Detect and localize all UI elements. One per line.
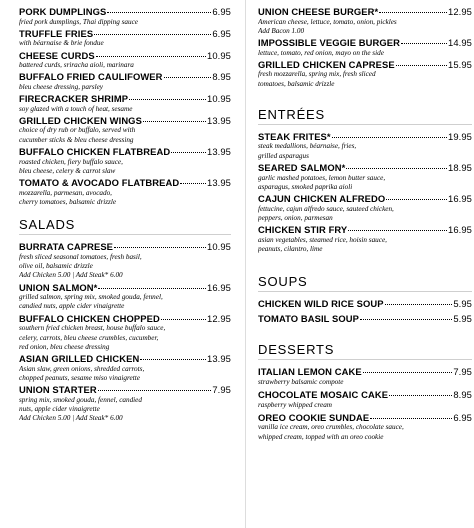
menu-item-row [258,389,472,401]
menu-item-row [258,193,472,205]
menu-item-price: 5.95 [453,298,472,310]
menu-item-row [258,162,472,174]
menu-item [258,224,472,254]
menu-item [258,6,472,36]
menu-item-description: celery, carrots, bleu cheese crumbles, cucumber, [19,333,159,342]
menu-item-description: with béarnaise & brie fondue [19,39,104,48]
dot-leader [401,43,447,44]
menu-item-row [19,241,231,253]
desserts-section [258,342,472,442]
menu-item-row [258,313,472,325]
menu-item-row [19,28,231,40]
menu-item-description: olive oil, balsamic drizzle [19,262,93,271]
dot-leader [363,372,453,373]
menu-item-row [19,50,231,62]
menu-item-row [258,412,472,424]
menu-item-name: UNION CHEESE BURGER* [258,6,379,17]
menu-item [19,313,231,352]
menu-item [19,282,231,312]
menu-item-name: CHEESE CURDS [19,49,95,61]
menu-item-name: BUFFALO CHICKEN CHOPPED [19,312,160,324]
menu-item-name: IMPOSSIBLE VEGGIE BURGER [258,37,401,49]
menu-item [258,193,472,223]
menu-item [19,115,231,145]
menu-item-row [19,146,231,158]
dot-leader [180,183,206,184]
right-column [258,6,472,442]
dot-leader [143,121,206,122]
dot-leader [96,56,206,57]
menu-item-description: Add Chicken 5.00 | Add Steak* 6.00 [19,414,123,423]
dot-leader [107,12,211,13]
menu-item [19,241,231,280]
menu-item-row [258,224,472,236]
dot-leader [385,304,453,305]
menu-item-price: 14.95 [448,37,472,49]
menu-item-description: raspberry whipped cream [258,400,332,409]
menu-item-price: 10.95 [207,49,231,61]
menu-item-price: 6.95 [212,27,231,39]
menu-item-row [258,131,472,143]
menu-item [258,366,472,387]
menu-item-description: chopped peanuts, sesame miso vinaigrette [19,373,140,382]
section-rule [258,124,472,125]
dot-leader [94,34,211,35]
menu-item-description: garlic mashed potatoes, lemon butter sauce, [258,173,386,182]
menu-item [19,353,231,383]
salads-section [19,217,231,423]
menu-item-price: 19.95 [448,130,472,142]
menu-item-description: peppers, onion, parmesan [258,213,333,222]
menu-item-description: tomatoes, balsamic drizzle [258,79,335,88]
menu-item-description: asian vegetables, steamed rice, hoisin sauce, [258,235,387,244]
dot-leader [360,319,452,320]
salads-list [19,241,231,423]
menu-item-description: strawberry balsamic compote [258,377,344,386]
menu-item-name: CHOCOLATE MOSAIC CAKE [258,389,389,401]
menu-item-description: Add Chicken 5.00 | Add Steak* 6.00 [19,271,123,280]
menu-item-description: fresh sliced seasonal tomatoes, fresh basil, [19,252,142,261]
menu-item-price: 8.95 [453,389,472,401]
dot-leader [386,199,447,200]
menu-item-price: 5.95 [453,312,472,324]
menu-item-name: TRUFFLE FRIES [19,27,94,39]
section-heading-entrees: ENTRÉES [258,106,326,122]
menu-item-row [19,71,231,83]
menu-item-description: southern fried chicken breast, house buffalo sauce, [19,324,166,333]
menu-item-name: UNION SALMON* [19,281,98,293]
soups-section [258,274,472,324]
menu-item-description: roasted chicken, fiery buffalo sauce, [19,157,123,166]
dot-leader [370,418,452,419]
menu-item-price: 10.95 [207,93,231,105]
menu-item [19,93,231,114]
menu-item [19,50,231,71]
menu-item-name: PORK DUMPLINGS [19,6,107,17]
menu-item-price: 13.95 [207,146,231,158]
menu-item-row [19,115,231,127]
section-rule [19,234,231,235]
menu-item-name: GRILLED CHICKEN CAPRESE [258,58,395,70]
menu-item [258,389,472,410]
menu-item-row [19,6,231,18]
menu-item-name: TOMATO BASIL SOUP [258,312,360,324]
menu-item-name: CAJUN CHICKEN ALFREDO [258,193,386,205]
column-divider [245,0,246,528]
menu-item [19,146,231,176]
menu-item-price: 16.95 [448,193,472,205]
dot-leader [98,288,206,289]
menu-item-name: BUFFALO CHICKEN FLATBREAD [19,146,171,158]
menu-item [19,28,231,49]
dot-leader [164,77,212,78]
dot-leader [332,137,447,138]
menu-item-description: mozzarella, parmesan, avocado, [19,188,112,197]
menu-item-description: candied nuts, apple cider vinaigrette [19,302,125,311]
dot-leader [161,319,206,320]
dot-leader [129,99,206,100]
menu-item-price: 16.95 [207,281,231,293]
menu-item [258,412,472,442]
section-heading-desserts: DESSERTS [258,342,335,358]
menu-item-name: CHICKEN WILD RICE SOUP [258,298,384,310]
menu-item [19,6,231,27]
menu-item-description: nuts, apple cider vinaigrette [19,405,100,414]
menu-item-name: BURRATA CAPRESE [19,241,114,253]
menu-item-description: Asian slaw, green onions, shredded carrots, [19,364,145,373]
dot-leader [379,12,447,13]
dot-leader [98,390,212,391]
menu-item-price: 12.95 [207,312,231,324]
soups-list [258,298,472,324]
menu-item-name: GRILLED CHICKEN WINGS [19,114,142,126]
dot-leader [346,168,447,169]
menu-item-name: OREO COOKIE SUNDAE [258,411,370,423]
menu-item-name: STEAK FRITES* [258,130,331,142]
menu-item-description: steak medallions, béarnaise, fries, [258,142,357,151]
menu-item-description: battered curds, sriracha aioli, marinara [19,61,134,70]
section-rule [258,291,472,292]
desserts-list [258,366,472,442]
menu-item-description: vanilla ice cream, oreo crumbles, chocolate sauce, [258,423,404,432]
menu-item-description: soy glazed with a touch of heat, sesame [19,104,133,113]
menu-item-price: 6.95 [212,6,231,17]
menu-item-price: 18.95 [448,162,472,174]
dot-leader [114,247,206,248]
menu-item-price: 7.95 [212,384,231,396]
menu-item-description: grilled asparagus [258,151,309,160]
dot-leader [140,359,206,360]
menu-item-description: asparagus, smoked paprika aioli [258,182,353,191]
menu-item-row [258,298,472,310]
section-heading-soups: SOUPS [258,274,308,290]
menu-item-description: grilled salmon, spring mix, smoked gouda, fennel, [19,293,163,302]
menu-item-description: spring mix, smoked gouda, fennel, candied [19,395,142,404]
menu-item-description: American cheese, lettuce, tomato, onion, pickles [258,17,397,26]
menu-item-row [19,384,231,396]
menu-item-row [19,353,231,365]
menu-item-description: choice of dry rub or buffalo, served with [19,126,136,135]
menu-item-price: 13.95 [207,177,231,189]
menu-item-row [19,313,231,325]
entrees-section [258,107,472,254]
menu-item-price: 13.95 [207,353,231,365]
menu-item-description: bleu cheese dressing, parsley [19,82,103,91]
menu-item-row [19,93,231,105]
left-column [19,6,231,424]
menu-item-row [258,59,472,71]
dot-leader [396,65,447,66]
menu-item-row [258,37,472,49]
menu-item-row [19,282,231,294]
menu-item-price: 6.95 [453,411,472,423]
menu-item-price: 7.95 [453,366,472,378]
burgers-list [258,6,472,89]
menu-item [258,298,472,310]
menu-item-description: lettuce, tomato, red onion, mayo on the side [258,48,384,57]
menu-item-row [258,366,472,378]
menu-item [19,177,231,207]
menu-item-description: fresh mozzarella, spring mix, fresh sliced [258,70,376,79]
menu-item [258,37,472,58]
dot-leader [348,230,447,231]
dot-leader [389,395,452,396]
starters-list [19,6,231,207]
section-rule [258,359,472,360]
menu-item-name: FIRECRACKER SHRIMP [19,93,129,105]
menu-item-description: peanuts, cilantro, lime [258,245,323,254]
menu-item-description: Add Bacon 1.00 [258,26,305,35]
menu-item-name: SEARED SALMON* [258,162,346,174]
menu-item [258,59,472,89]
menu-item-description: cucumber sticks & bleu cheese dressing [19,135,134,144]
menu-item-description: bleu cheese, celery & carrot slaw [19,166,116,175]
menu-item-name: CHICKEN STIR FRY [258,224,348,236]
menu-item-name: BUFFALO FRIED CAULIFOWER [19,71,163,83]
menu-item-price: 12.95 [448,6,472,17]
menu-item [258,131,472,161]
menu-item-description: fettucine, cajun alfredo sauce, sauteed chicken, [258,204,394,213]
menu-item-name: TOMATO & AVOCADO FLATBREAD [19,177,180,189]
menu-item-name: ASIAN GRILLED CHICKEN [19,353,140,365]
menu-item-price: 10.95 [207,241,231,253]
menu-item-name: UNION STARTER [19,384,97,396]
menu-item [19,71,231,92]
entrees-list [258,131,472,254]
menu-item-row [19,177,231,189]
menu-item-description: cherry tomatoes, balsamic drizzle [19,197,117,206]
dot-leader [171,152,206,153]
menu-item-name: ITALIAN LEMON CAKE [258,366,362,378]
menu-item-price: 8.95 [212,71,231,83]
menu-item-description: fried pork dumplings, Thai dipping sauce [19,17,138,26]
menu-item-description: red onion, bleu cheese dressing [19,342,110,351]
menu-item-price: 16.95 [448,224,472,236]
section-heading-salads: SALADS [19,217,76,233]
menu-item [19,384,231,423]
menu-item-price: 15.95 [448,58,472,70]
menu-item-price: 13.95 [207,114,231,126]
menu-item [258,313,472,325]
menu-item-row [258,6,472,18]
menu-item [258,162,472,192]
menu-item-description: whipped cream, topped with an oreo cookie [258,432,384,441]
